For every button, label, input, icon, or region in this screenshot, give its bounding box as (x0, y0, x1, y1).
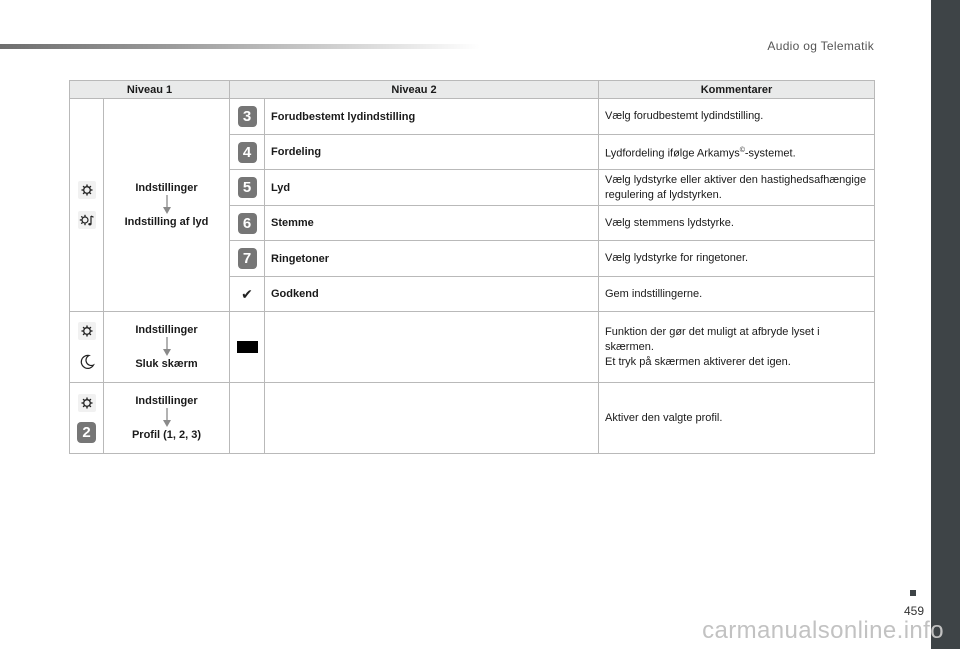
level1-cell (104, 99, 230, 312)
table-row (70, 99, 875, 135)
option-name: Godkend (265, 277, 599, 312)
marker-cell (230, 383, 265, 454)
arrow-down-icon (110, 337, 223, 357)
option-comment: Lydfordeling ifølge Arkamys©-systemet. (599, 135, 875, 170)
option-comment: Funktion der gør det muligt at afbryde lyset i skærmen. Et tryk på skærmen aktiverer det igen. (599, 312, 875, 383)
marker-cell (230, 99, 265, 135)
option-comment: Vælg forudbestemt lydindstilling. (599, 99, 875, 135)
level1-label: Indstillinger (135, 182, 198, 194)
table-header-row (70, 81, 875, 99)
number-badge: 3 (238, 106, 257, 127)
page-number: 459 (903, 604, 924, 618)
header-level2: Niveau 2 (230, 81, 599, 99)
option-name: Lyd (265, 170, 599, 206)
moon-icon (79, 354, 95, 373)
marker-cell (230, 241, 265, 277)
level1-label: Indstillinger (135, 395, 198, 407)
side-band (931, 0, 960, 649)
option-name (265, 312, 599, 383)
icon-cell (70, 383, 104, 454)
marker-cell (230, 206, 265, 241)
level1-sublabel: Profil (1, 2, 3) (131, 429, 202, 441)
option-name: Fordeling (265, 135, 599, 170)
watermark: carmanualsonline.info (702, 617, 944, 644)
header-level1: Niveau 1 (70, 81, 230, 99)
level1-sublabel: Indstilling af lyd (124, 216, 209, 228)
icon-cell (70, 99, 104, 312)
level1-sublabel: Sluk skærm (135, 358, 198, 370)
gear-icon (78, 181, 96, 199)
option-comment: Vælg lydstyrke for ringetoner. (599, 241, 875, 277)
table-row (70, 312, 875, 383)
option-comment: Gem indstillingerne. (599, 277, 875, 312)
table-row (70, 383, 875, 454)
check-icon: ✔ (241, 285, 253, 302)
arrow-down-icon (110, 408, 223, 428)
icon-cell (70, 312, 104, 383)
settings-table (69, 80, 875, 454)
header-gradient-bar (0, 44, 480, 49)
marker-cell (230, 312, 265, 383)
option-comment: Vælg stemmens lydstyrke. (599, 206, 875, 241)
gear-icon (78, 394, 96, 412)
number-2-icon: 2 (77, 422, 96, 443)
section-title: Audio og Telematik (767, 39, 874, 53)
number-badge: 5 (238, 177, 257, 198)
gear-music-icon (78, 211, 96, 229)
option-name: Ringetoner (265, 241, 599, 277)
marker-cell (230, 277, 265, 312)
marker-cell (230, 170, 265, 206)
screen-off-icon (237, 341, 258, 353)
level1-cell (104, 312, 230, 383)
gear-icon (78, 322, 96, 340)
page-marker (910, 590, 916, 596)
level1-cell (104, 383, 230, 454)
number-badge: 4 (238, 142, 257, 163)
number-badge: 6 (238, 213, 257, 234)
level1-label: Indstillinger (135, 324, 198, 336)
option-comment: Vælg lydstyrke eller aktiver den hastighedsafhængige regulering af lydstyrken. (599, 170, 875, 206)
number-badge: 7 (238, 248, 257, 269)
option-name (265, 383, 599, 454)
marker-cell (230, 135, 265, 170)
option-comment: Aktiver den valgte profil. (599, 383, 875, 454)
arrow-down-icon (110, 195, 223, 215)
header-comments: Kommentarer (599, 81, 875, 99)
option-name: Stemme (265, 206, 599, 241)
option-name: Forudbestemt lydindstilling (265, 99, 599, 135)
